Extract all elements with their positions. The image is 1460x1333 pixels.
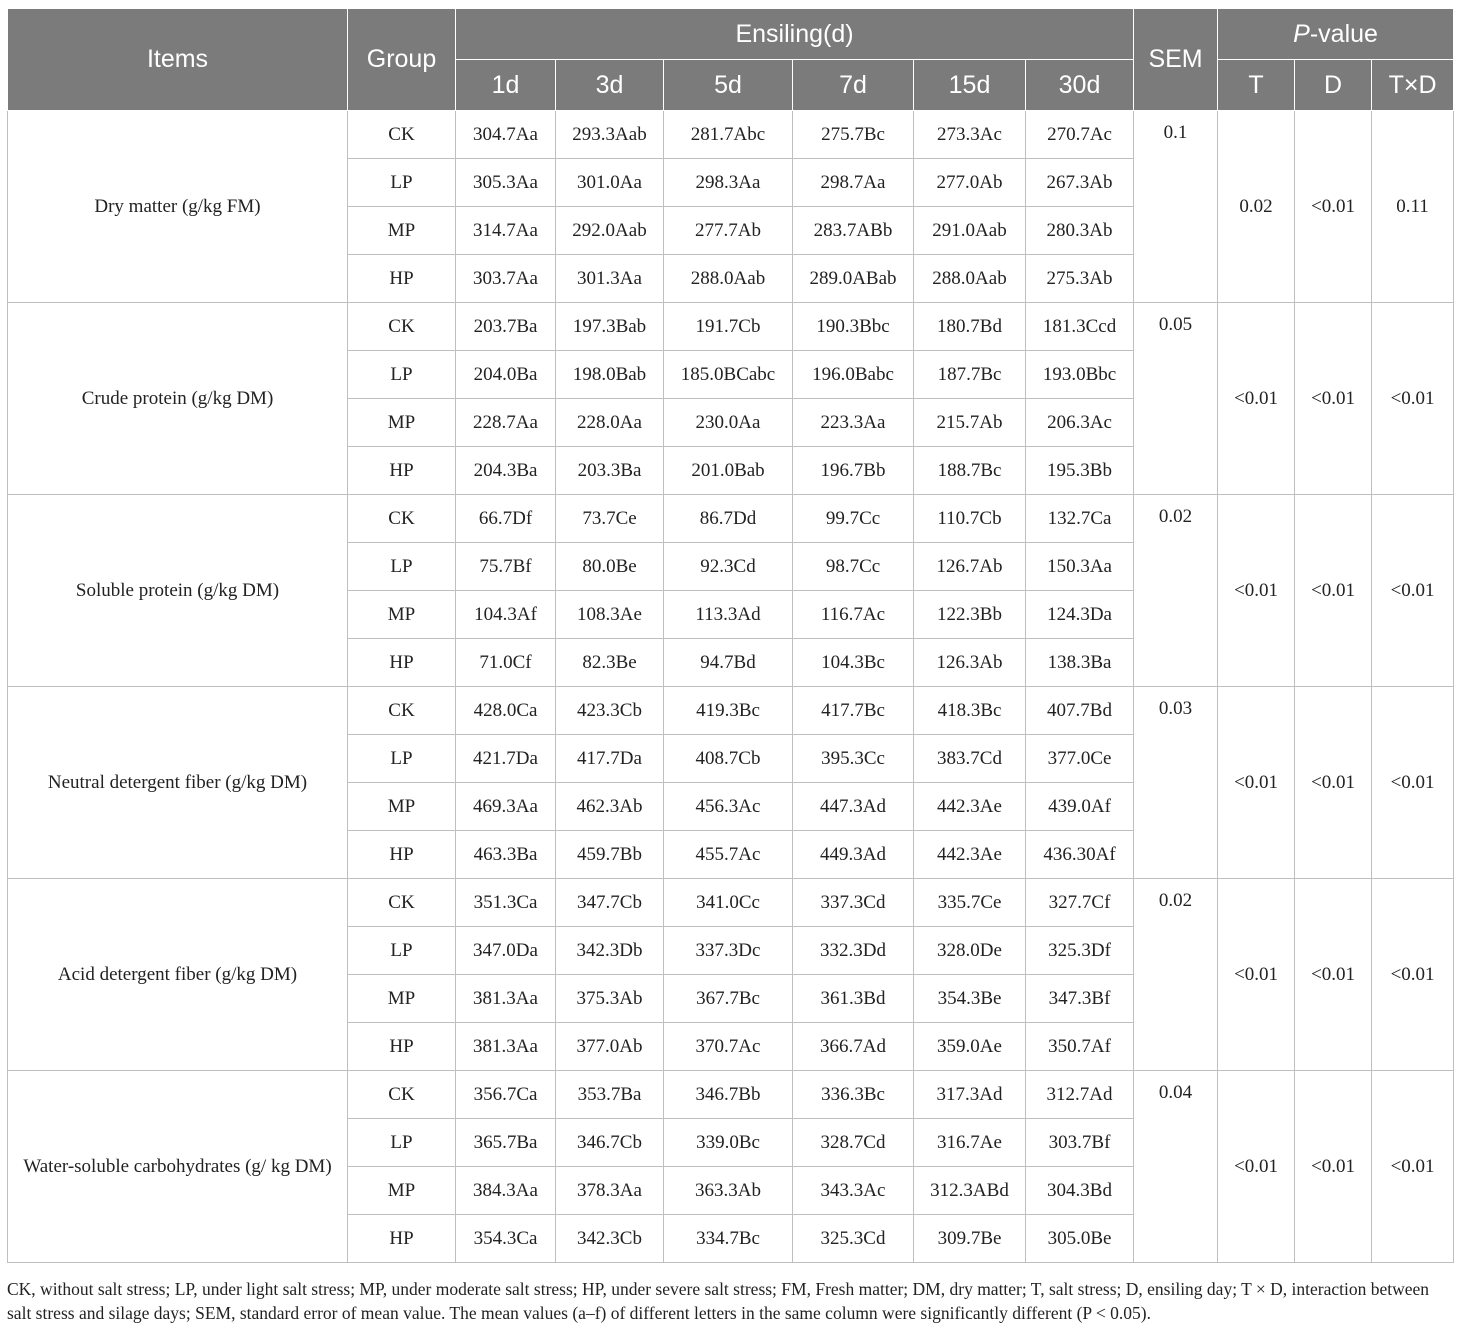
value-cell: 381.3Aa bbox=[456, 1023, 556, 1071]
table-row bbox=[8, 495, 1454, 543]
group-label: MP bbox=[348, 783, 456, 831]
value-cell: 204.0Ba bbox=[456, 351, 556, 399]
value-cell: 442.3Ae bbox=[914, 783, 1026, 831]
sem-value: 0.1 bbox=[1134, 111, 1218, 303]
value-cell: 298.3Aa bbox=[664, 159, 793, 207]
value-cell: 132.7Ca bbox=[1026, 495, 1134, 543]
group-label: CK bbox=[348, 303, 456, 351]
value-cell: 337.3Cd bbox=[793, 879, 914, 927]
group-label: MP bbox=[348, 591, 456, 639]
value-cell: 104.3Bc bbox=[793, 639, 914, 687]
p-value: <0.01 bbox=[1218, 879, 1295, 1071]
value-cell: 150.3Aa bbox=[1026, 543, 1134, 591]
value-cell: 283.7ABb bbox=[793, 207, 914, 255]
value-cell: 108.3Ae bbox=[556, 591, 664, 639]
value-cell: 198.0Bab bbox=[556, 351, 664, 399]
value-cell: 328.7Cd bbox=[793, 1119, 914, 1167]
value-cell: 280.3Ab bbox=[1026, 207, 1134, 255]
p-value: <0.01 bbox=[1372, 1071, 1454, 1263]
value-cell: 193.0Bbc bbox=[1026, 351, 1134, 399]
value-cell: 332.3Dd bbox=[793, 927, 914, 975]
value-cell: 195.3Bb bbox=[1026, 447, 1134, 495]
p-value: <0.01 bbox=[1295, 1071, 1372, 1263]
value-cell: 188.7Bc bbox=[914, 447, 1026, 495]
item-label: Acid detergent fiber (g/kg DM) bbox=[8, 879, 348, 1071]
value-cell: 327.7Cf bbox=[1026, 879, 1134, 927]
value-cell: 383.7Cd bbox=[914, 735, 1026, 783]
sem-value: 0.03 bbox=[1134, 687, 1218, 879]
value-cell: 303.7Aa bbox=[456, 255, 556, 303]
value-cell: 428.0Ca bbox=[456, 687, 556, 735]
header-day: 7d bbox=[793, 60, 914, 111]
value-cell: 312.7Ad bbox=[1026, 1071, 1134, 1119]
value-cell: 353.7Ba bbox=[556, 1071, 664, 1119]
header-pvalue-rest: -value bbox=[1309, 19, 1378, 48]
value-cell: 82.3Be bbox=[556, 639, 664, 687]
value-cell: 293.3Aab bbox=[556, 111, 664, 159]
value-cell: 228.0Aa bbox=[556, 399, 664, 447]
value-cell: 187.7Bc bbox=[914, 351, 1026, 399]
value-cell: 350.7Af bbox=[1026, 1023, 1134, 1071]
header-day: 1d bbox=[456, 60, 556, 111]
group-label: MP bbox=[348, 1167, 456, 1215]
value-cell: 110.7Cb bbox=[914, 495, 1026, 543]
p-value: <0.01 bbox=[1218, 495, 1295, 687]
value-cell: 335.7Ce bbox=[914, 879, 1026, 927]
group-label: CK bbox=[348, 879, 456, 927]
value-cell: 317.3Ad bbox=[914, 1071, 1026, 1119]
value-cell: 439.0Af bbox=[1026, 783, 1134, 831]
item-label: Neutral detergent fiber (g/kg DM) bbox=[8, 687, 348, 879]
value-cell: 281.7Abc bbox=[664, 111, 793, 159]
group-label: LP bbox=[348, 543, 456, 591]
value-cell: 436.30Af bbox=[1026, 831, 1134, 879]
group-label: LP bbox=[348, 351, 456, 399]
data-table bbox=[7, 8, 1454, 1263]
value-cell: 304.3Bd bbox=[1026, 1167, 1134, 1215]
value-cell: 449.3Ad bbox=[793, 831, 914, 879]
header-pvalue bbox=[1218, 9, 1454, 60]
group-label: CK bbox=[348, 1071, 456, 1119]
p-value: <0.01 bbox=[1295, 303, 1372, 495]
value-cell: 138.3Ba bbox=[1026, 639, 1134, 687]
value-cell: 92.3Cd bbox=[664, 543, 793, 591]
value-cell: 418.3Bc bbox=[914, 687, 1026, 735]
p-value: <0.01 bbox=[1295, 687, 1372, 879]
value-cell: 375.3Ab bbox=[556, 975, 664, 1023]
p-value: <0.01 bbox=[1372, 495, 1454, 687]
value-cell: 347.3Bf bbox=[1026, 975, 1134, 1023]
value-cell: 463.3Ba bbox=[456, 831, 556, 879]
value-cell: 309.7Be bbox=[914, 1215, 1026, 1263]
value-cell: 203.3Ba bbox=[556, 447, 664, 495]
value-cell: 365.7Ba bbox=[456, 1119, 556, 1167]
table-header bbox=[8, 9, 1454, 111]
header-day: 3d bbox=[556, 60, 664, 111]
value-cell: 122.3Bb bbox=[914, 591, 1026, 639]
header-day: 5d bbox=[664, 60, 793, 111]
value-cell: 356.7Ca bbox=[456, 1071, 556, 1119]
value-cell: 98.7Cc bbox=[793, 543, 914, 591]
value-cell: 312.3ABd bbox=[914, 1167, 1026, 1215]
value-cell: 228.7Aa bbox=[456, 399, 556, 447]
table-row bbox=[8, 1071, 1454, 1119]
value-cell: 336.3Bc bbox=[793, 1071, 914, 1119]
value-cell: 113.3Ad bbox=[664, 591, 793, 639]
sem-value: 0.05 bbox=[1134, 303, 1218, 495]
value-cell: 325.3Df bbox=[1026, 927, 1134, 975]
value-cell: 455.7Ac bbox=[664, 831, 793, 879]
value-cell: 291.0Aab bbox=[914, 207, 1026, 255]
value-cell: 417.7Da bbox=[556, 735, 664, 783]
value-cell: 230.0Aa bbox=[664, 399, 793, 447]
group-label: LP bbox=[348, 159, 456, 207]
value-cell: 305.0Be bbox=[1026, 1215, 1134, 1263]
item-label: Dry matter (g/kg FM) bbox=[8, 111, 348, 303]
value-cell: 325.3Cd bbox=[793, 1215, 914, 1263]
value-cell: 377.0Ce bbox=[1026, 735, 1134, 783]
value-cell: 303.7Bf bbox=[1026, 1119, 1134, 1167]
value-cell: 126.7Ab bbox=[914, 543, 1026, 591]
value-cell: 304.7Aa bbox=[456, 111, 556, 159]
value-cell: 196.7Bb bbox=[793, 447, 914, 495]
value-cell: 419.3Bc bbox=[664, 687, 793, 735]
value-cell: 378.3Aa bbox=[556, 1167, 664, 1215]
value-cell: 442.3Ae bbox=[914, 831, 1026, 879]
value-cell: 289.0ABab bbox=[793, 255, 914, 303]
group-label: MP bbox=[348, 207, 456, 255]
group-label: HP bbox=[348, 255, 456, 303]
value-cell: 185.0BCabc bbox=[664, 351, 793, 399]
value-cell: 267.3Ab bbox=[1026, 159, 1134, 207]
value-cell: 337.3Dc bbox=[664, 927, 793, 975]
value-cell: 73.7Ce bbox=[556, 495, 664, 543]
group-label: MP bbox=[348, 975, 456, 1023]
item-label: Soluble protein (g/kg DM) bbox=[8, 495, 348, 687]
value-cell: 469.3Aa bbox=[456, 783, 556, 831]
header-sem: SEM bbox=[1134, 9, 1218, 111]
value-cell: 94.7Bd bbox=[664, 639, 793, 687]
table-row bbox=[8, 879, 1454, 927]
item-label: Crude protein (g/kg DM) bbox=[8, 303, 348, 495]
group-label: LP bbox=[348, 735, 456, 783]
header-pvalue-p: P bbox=[1293, 19, 1310, 48]
value-cell: 359.0Ae bbox=[914, 1023, 1026, 1071]
value-cell: 366.7Ad bbox=[793, 1023, 914, 1071]
table-body bbox=[8, 111, 1454, 1263]
p-value: <0.01 bbox=[1372, 687, 1454, 879]
value-cell: 316.7Ae bbox=[914, 1119, 1026, 1167]
p-value: <0.01 bbox=[1218, 303, 1295, 495]
value-cell: 423.3Cb bbox=[556, 687, 664, 735]
value-cell: 124.3Da bbox=[1026, 591, 1134, 639]
header-effect: D bbox=[1295, 60, 1372, 111]
value-cell: 370.7Ac bbox=[664, 1023, 793, 1071]
value-cell: 342.3Db bbox=[556, 927, 664, 975]
value-cell: 381.3Aa bbox=[456, 975, 556, 1023]
value-cell: 275.7Bc bbox=[793, 111, 914, 159]
value-cell: 314.7Aa bbox=[456, 207, 556, 255]
group-label: LP bbox=[348, 927, 456, 975]
p-value: 0.02 bbox=[1218, 111, 1295, 303]
value-cell: 384.3Aa bbox=[456, 1167, 556, 1215]
header-ensiling: Ensiling(d) bbox=[456, 9, 1134, 60]
sem-value: 0.02 bbox=[1134, 879, 1218, 1071]
value-cell: 99.7Cc bbox=[793, 495, 914, 543]
value-cell: 417.7Bc bbox=[793, 687, 914, 735]
header-effect: T bbox=[1218, 60, 1295, 111]
value-cell: 206.3Ac bbox=[1026, 399, 1134, 447]
value-cell: 346.7Cb bbox=[556, 1119, 664, 1167]
value-cell: 377.0Ab bbox=[556, 1023, 664, 1071]
value-cell: 361.3Bd bbox=[793, 975, 914, 1023]
value-cell: 328.0De bbox=[914, 927, 1026, 975]
p-value: <0.01 bbox=[1295, 111, 1372, 303]
sem-value: 0.02 bbox=[1134, 495, 1218, 687]
table-footnote: CK, without salt stress; LP, under light salt stress; MP, under moderate salt stress; HP, under severe salt stress; FM, Fresh matter; DM, dry matter; T, salt stress; D, ensiling day; T × D, interaction between salt stress and silage days; SEM, standard error of mean value. The mean values (a–f) of different letters in the same column were significantly different (P < 0.05). bbox=[7, 1279, 1430, 1323]
group-label: CK bbox=[348, 111, 456, 159]
item-label: Water-soluble carbohydrates (g/ kg DM) bbox=[8, 1071, 348, 1263]
value-cell: 203.7Ba bbox=[456, 303, 556, 351]
value-cell: 334.7Bc bbox=[664, 1215, 793, 1263]
value-cell: 71.0Cf bbox=[456, 639, 556, 687]
value-cell: 305.3Aa bbox=[456, 159, 556, 207]
group-label: LP bbox=[348, 1119, 456, 1167]
value-cell: 86.7Dd bbox=[664, 495, 793, 543]
value-cell: 277.7Ab bbox=[664, 207, 793, 255]
value-cell: 421.7Da bbox=[456, 735, 556, 783]
header-group: Group bbox=[348, 9, 456, 111]
sem-value: 0.04 bbox=[1134, 1071, 1218, 1263]
value-cell: 447.3Ad bbox=[793, 783, 914, 831]
header-day: 30d bbox=[1026, 60, 1134, 111]
value-cell: 223.3Aa bbox=[793, 399, 914, 447]
value-cell: 126.3Ab bbox=[914, 639, 1026, 687]
value-cell: 407.7Bd bbox=[1026, 687, 1134, 735]
table-row bbox=[8, 111, 1454, 159]
p-value: <0.01 bbox=[1295, 879, 1372, 1071]
value-cell: 343.3Ac bbox=[793, 1167, 914, 1215]
header-items: Items bbox=[8, 9, 348, 111]
value-cell: 80.0Be bbox=[556, 543, 664, 591]
group-label: MP bbox=[348, 399, 456, 447]
value-cell: 273.3Ac bbox=[914, 111, 1026, 159]
header-day: 15d bbox=[914, 60, 1026, 111]
value-cell: 408.7Cb bbox=[664, 735, 793, 783]
value-cell: 292.0Aab bbox=[556, 207, 664, 255]
group-label: CK bbox=[348, 687, 456, 735]
value-cell: 181.3Ccd bbox=[1026, 303, 1134, 351]
value-cell: 270.7Ac bbox=[1026, 111, 1134, 159]
value-cell: 116.7Ac bbox=[793, 591, 914, 639]
value-cell: 204.3Ba bbox=[456, 447, 556, 495]
value-cell: 351.3Ca bbox=[456, 879, 556, 927]
p-value: <0.01 bbox=[1295, 495, 1372, 687]
value-cell: 180.7Bd bbox=[914, 303, 1026, 351]
value-cell: 301.0Aa bbox=[556, 159, 664, 207]
value-cell: 346.7Bb bbox=[664, 1071, 793, 1119]
p-value: <0.01 bbox=[1218, 1071, 1295, 1263]
table-row bbox=[8, 687, 1454, 735]
value-cell: 66.7Df bbox=[456, 495, 556, 543]
value-cell: 395.3Cc bbox=[793, 735, 914, 783]
value-cell: 363.3Ab bbox=[664, 1167, 793, 1215]
value-cell: 277.0Ab bbox=[914, 159, 1026, 207]
value-cell: 301.3Aa bbox=[556, 255, 664, 303]
value-cell: 196.0Babc bbox=[793, 351, 914, 399]
value-cell: 339.0Bc bbox=[664, 1119, 793, 1167]
p-value: <0.01 bbox=[1372, 879, 1454, 1071]
value-cell: 347.0Da bbox=[456, 927, 556, 975]
value-cell: 190.3Bbc bbox=[793, 303, 914, 351]
value-cell: 104.3Af bbox=[456, 591, 556, 639]
value-cell: 354.3Be bbox=[914, 975, 1026, 1023]
table-row bbox=[8, 303, 1454, 351]
value-cell: 298.7Aa bbox=[793, 159, 914, 207]
value-cell: 288.0Aab bbox=[914, 255, 1026, 303]
group-label: HP bbox=[348, 447, 456, 495]
group-label: HP bbox=[348, 1023, 456, 1071]
value-cell: 75.7Bf bbox=[456, 543, 556, 591]
value-cell: 275.3Ab bbox=[1026, 255, 1134, 303]
value-cell: 367.7Bc bbox=[664, 975, 793, 1023]
value-cell: 197.3Bab bbox=[556, 303, 664, 351]
value-cell: 191.7Cb bbox=[664, 303, 793, 351]
value-cell: 456.3Ac bbox=[664, 783, 793, 831]
value-cell: 347.7Cb bbox=[556, 879, 664, 927]
value-cell: 462.3Ab bbox=[556, 783, 664, 831]
group-label: HP bbox=[348, 639, 456, 687]
p-value: 0.11 bbox=[1372, 111, 1454, 303]
p-value: <0.01 bbox=[1218, 687, 1295, 879]
value-cell: 215.7Ab bbox=[914, 399, 1026, 447]
value-cell: 459.7Bb bbox=[556, 831, 664, 879]
value-cell: 341.0Cc bbox=[664, 879, 793, 927]
p-value: <0.01 bbox=[1372, 303, 1454, 495]
value-cell: 342.3Cb bbox=[556, 1215, 664, 1263]
group-label: CK bbox=[348, 495, 456, 543]
value-cell: 354.3Ca bbox=[456, 1215, 556, 1263]
header-effect: T×D bbox=[1372, 60, 1454, 111]
value-cell: 201.0Bab bbox=[664, 447, 793, 495]
value-cell: 288.0Aab bbox=[664, 255, 793, 303]
group-label: HP bbox=[348, 1215, 456, 1263]
group-label: HP bbox=[348, 831, 456, 879]
